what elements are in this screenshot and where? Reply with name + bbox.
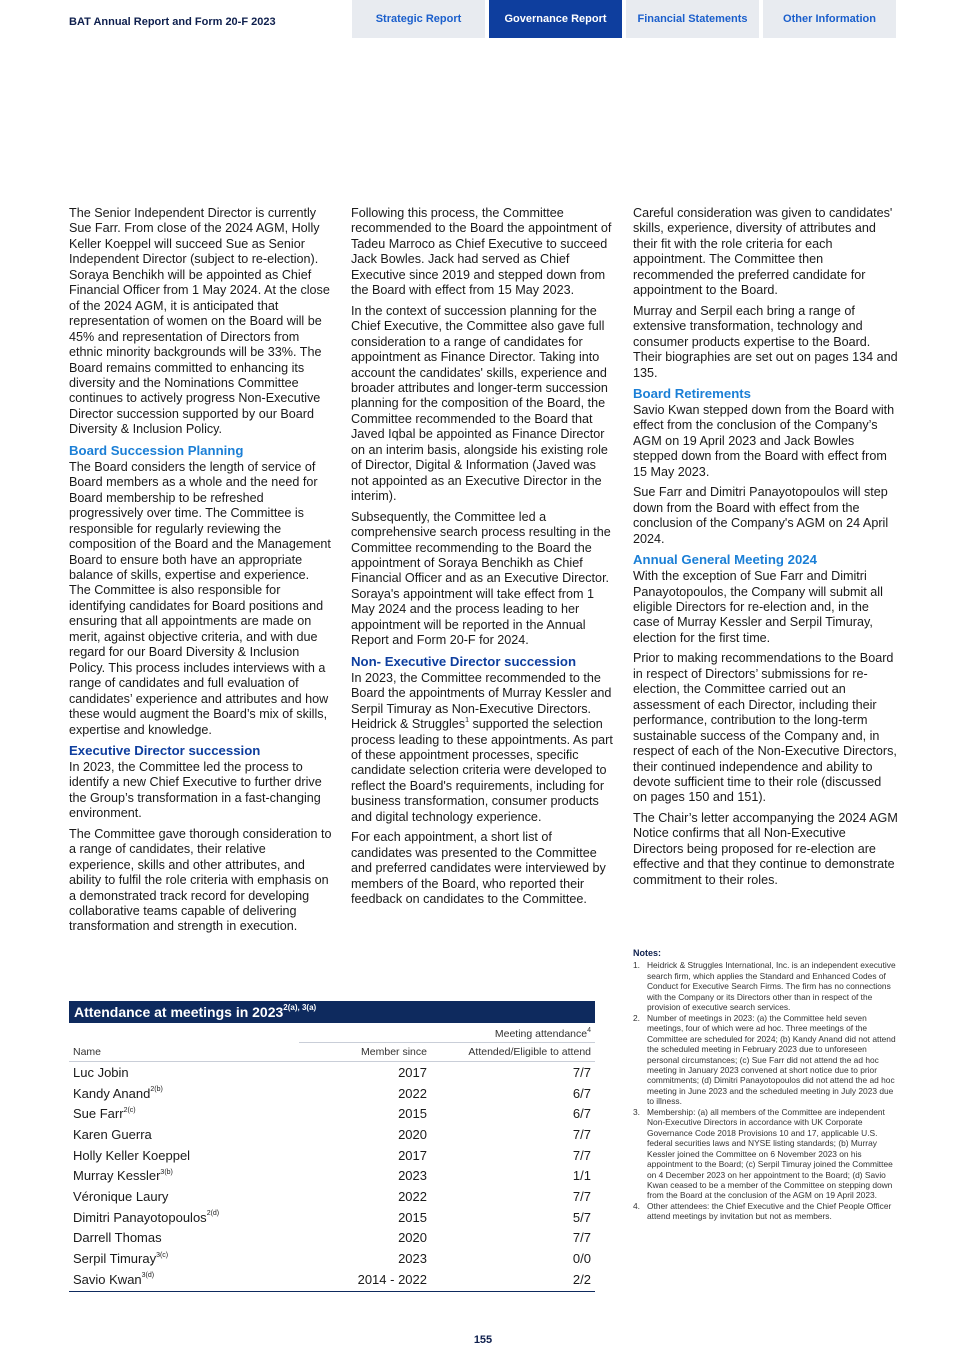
cell-attendance: 0/0 xyxy=(572,1251,591,1267)
director-name: Kandy Anand xyxy=(73,1085,151,1101)
director-name: Karen Guerra xyxy=(73,1126,152,1142)
table-row xyxy=(69,1062,595,1083)
cell-attendance: 7/7 xyxy=(572,1147,591,1163)
cell-attendance: 7/7 xyxy=(572,1230,591,1246)
cell-attendance: 1/1 xyxy=(572,1168,591,1184)
text-column-1 xyxy=(69,206,334,940)
cell-name xyxy=(69,1189,299,1204)
paragraph: Subsequently, the Committee led a comprehensive search process resulting in the Committee recommending to the Board the appointment of Soraya Benchikh as Chief Financial Officer and as an Executive Director. Soraya's appointment will take effect from 1 May 2024 and the process leading to her appointment will be reported in the Annual Report and Form 20-F for 2024. xyxy=(351,509,611,648)
director-name: Véronique Laury xyxy=(73,1188,169,1204)
note-number: 2. xyxy=(633,1012,640,1023)
notes-title: Notes: xyxy=(633,948,662,958)
table-header-row xyxy=(69,1043,595,1062)
footnote-ref: 2(b) xyxy=(150,1086,163,1094)
cell-member-since: 2020 xyxy=(398,1126,427,1142)
footnote-ref: 2(d) xyxy=(206,1210,220,1218)
cell-member-since: 2017 xyxy=(398,1147,427,1163)
cell-member-since: 2014 - 2022 xyxy=(357,1271,427,1287)
cell-member-since: 2015 xyxy=(398,1209,427,1225)
cell-member-since: 2023 xyxy=(398,1251,427,1267)
table-group-header xyxy=(69,1025,595,1043)
paragraph: The Chair’s letter accompanying the 2024 AGM Notice confirms that all Non-Executive Directors being proposed for re-election are effective and that they continue to demonstrate commitment to their roles. xyxy=(633,810,898,887)
table-row xyxy=(69,1124,595,1145)
paragraph-text: supported the selection process leading to these appointments. As part of these appointment processes, specific candidate selection criteria were developed to reflect the Board's requirements, including for business transformation, consumer products and digital technology experience. xyxy=(351,717,613,824)
note-text: Membership: (a) all members of the Committee are independent Non-Executive Directors in accordance with UK Corporate Governance Code 2018 Provisions 10 and 17, applicable U.S. federal securities laws and NYSE listing standards; (b) Murray Kessler joined the Committee on 6 November 2023 on his appointment to the Board; (c) Serpil Timuray joined the Committee on 4 December 2023 on her appointment to the Board; (d) Savio Kwan ceased to be a member of the Committee on stepping down from the Board at the conclusion of the AGM on 19 April 2023. xyxy=(647,1106,893,1201)
note-item xyxy=(633,1107,899,1201)
table-row xyxy=(69,1145,595,1166)
cell-member-since: 2015 xyxy=(398,1106,427,1122)
paragraph: For each appointment, a short list of candidates was presented to the Committee and preferred candidates were interviewed by members of the Board, who reported their feedback on candidates to the Committee. xyxy=(351,830,606,907)
paragraph-text: In 2023, the Committee recommended to the Board the appointments of Murray Kessler and Serpil Timuray as Non-Executive Directors. Heidrick & Struggles xyxy=(351,670,612,732)
footnote-ref: 3(b) xyxy=(160,1168,173,1176)
paragraph: The Senior Independent Director is currently Sue Farr. From close of the 2024 AGM, Holly Keller Koeppel will succeed Sue as Senior Independent Director (subject to re-election). Soraya Benchikh will be appointed as Chief Financial Officer from 1 May 2024. At the close of the 2024 AGM, it is anticipated that representation of women on the Board will be 45% and representation of Directors from ethnic minority backgrounds will be 33%. The Board remains committed to enhancing its diversity and the Nominations Committee continues to actively progress Non-Executive Director succession supported by our Board Diversity & Inclusion Policy. xyxy=(69,206,330,437)
column-header-since: Member since xyxy=(361,1046,427,1058)
cell-attendance: 6/7 xyxy=(572,1085,591,1101)
cell-member-since: 2022 xyxy=(398,1188,427,1204)
director-name: Dimitri Panayotopoulos xyxy=(73,1209,207,1225)
text-column-2 xyxy=(351,206,616,912)
note-number: 3. xyxy=(633,1106,640,1117)
group-header-text: Meeting attendance xyxy=(494,1028,588,1040)
tab-other-information[interactable]: Other Information xyxy=(763,0,896,38)
footnote-ref: 2(c) xyxy=(123,1106,136,1114)
notes-list xyxy=(633,960,899,1221)
tab-financial-statements[interactable]: Financial Statements xyxy=(626,0,759,38)
footnote-ref: 1 xyxy=(465,716,469,724)
section-tabs xyxy=(352,0,896,38)
paragraph: In the context of succession planning for the Chief Executive, the Committee also gave full consideration to a range of candidates for appointment as Finance Director. Taking into account the candidates' skills, experience and broader attributes and longer-term succession planning for the composition of the Board, the Committee recommended to the Board that Javed Iqbal be appointed as Finance Director on an interim basis, alongside his existing role of Director, Digital & Information (Javed was not appointed as an Executive Director in the interim). xyxy=(351,303,608,504)
footnote-ref: 4 xyxy=(587,1026,591,1034)
director-name: Serpil Timuray xyxy=(73,1251,157,1267)
column-header-name: Name xyxy=(73,1046,102,1058)
note-item xyxy=(633,960,899,1012)
note-item xyxy=(633,1201,899,1222)
section-heading: Annual General Meeting 2024 xyxy=(633,552,817,568)
cell-name xyxy=(69,1210,299,1225)
director-name: Sue Farr xyxy=(73,1106,124,1122)
note-number: 4. xyxy=(633,1200,640,1211)
paragraph xyxy=(351,671,616,826)
table-row xyxy=(69,1207,595,1228)
page-number: 155 xyxy=(473,1334,493,1346)
note-item xyxy=(633,1013,899,1107)
report-title: BAT Annual Report and Form 20-F 2023 xyxy=(69,16,276,28)
table-title-text: Attendance at meetings in 2023 xyxy=(74,1004,284,1020)
attendance-table xyxy=(69,1001,595,1292)
table-row xyxy=(69,1103,595,1124)
table-row xyxy=(69,1186,595,1207)
cell-name xyxy=(69,1065,299,1080)
paragraph: The Board considers the length of service of Board members as a whole and the need for Board membership to be refreshed progressively over time. The Committee is responsible for regularly reviewing the composition of the Board and the Management Board to ensure both have an appropriate balance of skills, expertise and experience. The Committee is also responsible for identifying candidates for Board positions and ensuring that all appointments are made on merit, against objective criteria, and with due regard for our Board Diversity & Inclusion Policy. This process includes interviews with a range of candidates and full evaluation of candidates’ experience and attributes and how these would augment the Board’s mix of skills, expertise and knowledge. xyxy=(69,459,331,737)
note-text: Other attendees: the Chief Executive and the Chief People Officer attend meetings by invitation but not as members. xyxy=(647,1200,892,1222)
tab-strategic-report[interactable]: Strategic Report xyxy=(352,0,485,38)
section-heading: Board Retirements xyxy=(633,385,751,401)
cell-member-since: 2017 xyxy=(398,1064,427,1080)
cell-member-since: 2020 xyxy=(398,1230,427,1246)
footnotes xyxy=(633,948,899,1222)
cell-name xyxy=(69,1168,299,1183)
cell-name xyxy=(69,1230,299,1245)
paragraph: Savio Kwan stepped down from the Board with effect from the conclusion of the Company’s AGM on 19 April 2023 and Jack Bowles stepped down from the Board with effect from 15 May 2023. xyxy=(633,402,895,479)
director-name: Darrell Thomas xyxy=(73,1230,162,1246)
meeting-attendance-header xyxy=(299,1025,595,1043)
paragraph: The Committee gave thorough consideration to a range of candidates, their relative experience, skills and other attributes, and ability to fulfil the role criteria with emphasis on a demonstrated track record for developing collaborative teams capable of delivering transformation and strength in execution. xyxy=(69,826,332,934)
cell-attendance: 7/7 xyxy=(572,1064,591,1080)
cell-attendance: 6/7 xyxy=(572,1106,591,1122)
cell-member-since: 2023 xyxy=(398,1168,427,1184)
paragraph: With the exception of Sue Farr and Dimitri Panayotopoulos, the Company will submit all eligible Directors for re-election and, in the case of Murray Kessler and Serpil Timuray, election for the first time. xyxy=(633,569,883,645)
cell-attendance: 7/7 xyxy=(572,1126,591,1142)
table-row xyxy=(69,1269,595,1290)
note-text: Number of meetings in 2023: (a) the Committee held seven meetings, four of which were ad hoc. Three meetings of the Committee are scheduled for 2024; (b) Kandy Anand did not attend the scheduled meeting in February 2023 due to unforeseen personal circumstances; (c) Sue Farr did not attend the ad hoc meeting in January 2023 convened at short notice due to prior commitments; (d) Dimitri Panayotopoulos did not attend the ad hoc meeting in June 2023 and the scheduled meeting in July 2023 due to illness. xyxy=(647,1012,896,1107)
cell-name xyxy=(69,1272,299,1287)
cell-name xyxy=(69,1086,299,1101)
section-heading: Board Succession Planning xyxy=(69,442,244,458)
director-name: Holly Keller Koeppel xyxy=(73,1147,191,1163)
footnote-ref: 3(c) xyxy=(156,1251,169,1259)
text-column-3 xyxy=(633,206,898,893)
director-name: Luc Jobin xyxy=(73,1064,129,1080)
section-heading: Non- Executive Director succession xyxy=(351,653,576,669)
cell-name xyxy=(69,1148,299,1163)
table-row xyxy=(69,1165,595,1186)
paragraph: Murray and Serpil each bring a range of extensive transformation, technology and consumer products expertise to the Board. Their biographies are set out on pages 134 and 135. xyxy=(633,303,898,380)
table-row xyxy=(69,1228,595,1249)
paragraph: Sue Farr and Dimitri Panayotopoulos will step down from the Board with effect from the conclusion of the Company's AGM on 24 April 2024. xyxy=(633,485,889,546)
paragraph: In 2023, the Committee led the process to identify a new Chief Executive to further drive the Group’s transformation in a fast-changing environment. xyxy=(69,759,322,821)
table-title: Attendance at meetings in 2023 $^{2(a), 3(a)}$ xyxy=(69,1001,595,1023)
paragraph: Prior to making recommendations to the Board in respect of Directors’ submissions for re-election, the Committee carried out an assessment of each Director, including their performance, contribution to the long-term sustainable success of the Company and, in respect of each of the Non-Executive Directors, their continued independence and ability to devote sufficient time to their role (discussed on pages 150 and 151). xyxy=(633,651,897,805)
cell-member-since: 2022 xyxy=(398,1085,427,1101)
cell-name xyxy=(69,1127,299,1142)
table-bottom-rule xyxy=(69,1291,595,1292)
footnote-ref: 3(d) xyxy=(141,1272,155,1280)
tab-governance-report[interactable]: Governance Report xyxy=(489,0,622,38)
cell-attendance: 5/7 xyxy=(572,1209,591,1225)
cell-name xyxy=(69,1106,299,1121)
note-text: Heidrick & Struggles International, Inc. is an independent executive search firm, which applies the Standard and Enhanced Codes of Conduct for Executive Search Firms. The firm has no connections with the Company or its Directors other than in respect of the provision of executive search services. xyxy=(647,960,896,1013)
paragraph: Careful consideration was given to candidates' skills, experience, diversity of attributes and their fit with the role criteria for each appointment. The Committee then recommended the preferred candidate for appointment to the Board. xyxy=(633,206,893,298)
table-row xyxy=(69,1248,595,1269)
note-number: 1. xyxy=(633,960,640,971)
cell-name xyxy=(69,1251,299,1266)
cell-attendance: 7/7 xyxy=(572,1188,591,1204)
cell-attendance: 2/2 xyxy=(572,1271,591,1287)
director-name: Savio Kwan xyxy=(73,1271,142,1287)
column-header-attended: Attended/Eligible to attend xyxy=(468,1046,591,1058)
paragraph: Following this process, the Committee recommended to the Board the appointment of Tadeu Marroco as Chief Executive to succeed Jack Bowles. Jack had served as Chief Executive since 2019 and stepped down from the Board with effect from 15 May 2023. xyxy=(351,206,612,298)
table-body xyxy=(69,1062,595,1290)
section-heading: Executive Director succession xyxy=(69,742,261,758)
table-row xyxy=(69,1083,595,1104)
director-name: Murray Kessler xyxy=(73,1168,161,1184)
